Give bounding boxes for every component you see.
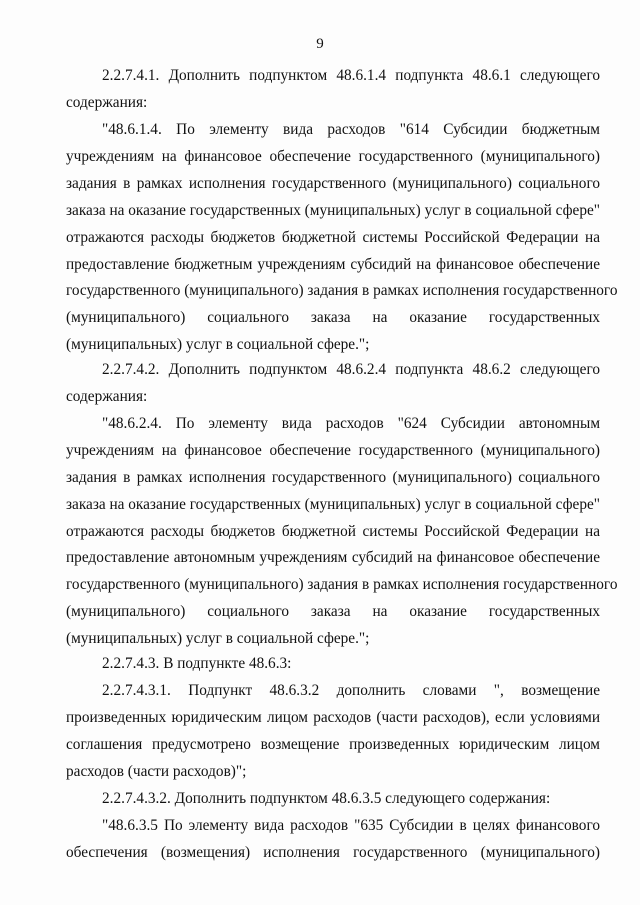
text-line: содержания: xyxy=(66,94,148,111)
text-line: "48.6.2.4. По элементу вида расходов "624 Субсидии автономным xyxy=(102,415,600,432)
text-line: государственного (муниципального) задания в рамках исполнения государственного xyxy=(66,576,618,593)
text-line: соглашения предусмотрено возмещение произведенных юридическим лицом xyxy=(66,736,600,753)
text-line: заказа на оказание государственных (муниципальных) услуг в социальной сфере" xyxy=(66,496,601,513)
text-line: 2.2.7.4.3.2. Дополнить подпунктом 48.6.3.5 следующего содержания: xyxy=(102,790,551,807)
text-line: отражаются расходы бюджетов бюджетной системы Российской Федерации на xyxy=(66,523,600,540)
page-number: 9 xyxy=(316,36,324,52)
text-line: 2.2.7.4.3. В подпункте 48.6.3: xyxy=(102,655,292,672)
text-line: предоставление автономным учреждениям субсидий на финансовое обеспечение xyxy=(66,549,600,566)
text-line: задания в рамках исполнения государственного (муниципального) социального xyxy=(66,469,600,486)
text-line: (муниципального) социального заказа на оказание государственных xyxy=(66,603,600,620)
text-line: заказа на оказание государственных (муниципальных) услуг в социальной сфере" xyxy=(66,202,601,219)
text-line: учреждениям на финансовое обеспечение государственного (муниципального) xyxy=(66,148,600,165)
text-line: содержания: xyxy=(66,388,148,405)
text-line: 2.2.7.4.2. Дополнить подпунктом 48.6.2.4 подпункта 48.6.2 следующего xyxy=(102,361,600,378)
text-line: задания в рамках исполнения государственного (муниципального) социального xyxy=(66,175,600,192)
text-line: (муниципальных) услуг в социальной сфере."; xyxy=(66,630,370,647)
text-line: учреждениям на финансовое обеспечение государственного (муниципального) xyxy=(66,442,600,459)
text-line: государственного (муниципального) задания в рамках исполнения государственного xyxy=(66,282,618,299)
text-line: расходов (части расходов)"; xyxy=(66,763,247,780)
text-line: (муниципальных) услуг в социальной сфере."; xyxy=(66,336,370,353)
text-line: обеспечения (возмещения) исполнения государственного (муниципального) xyxy=(66,844,600,861)
text-line: предоставление бюджетным учреждениям субсидий на финансовое обеспечение xyxy=(66,256,600,273)
text-line: произведенных юридическим лицом расходов (части расходов), если условиями xyxy=(66,709,600,726)
text-line: 2.2.7.4.1. Дополнить подпунктом 48.6.1.4 подпункта 48.6.1 следующего xyxy=(102,67,600,84)
text-line: "48.6.3.5 По элементу вида расходов "635 Субсидии в целях финансового xyxy=(102,817,600,834)
text-line: (муниципального) социального заказа на оказание государственных xyxy=(66,309,600,326)
text-line: 2.2.7.4.3.1. Подпункт 48.6.3.2 дополнить словами ", возмещение xyxy=(102,682,600,699)
text-line: "48.6.1.4. По элементу вида расходов "614 Субсидии бюджетным xyxy=(102,121,600,138)
text-line: отражаются расходы бюджетов бюджетной системы Российской Федерации на xyxy=(66,229,600,246)
